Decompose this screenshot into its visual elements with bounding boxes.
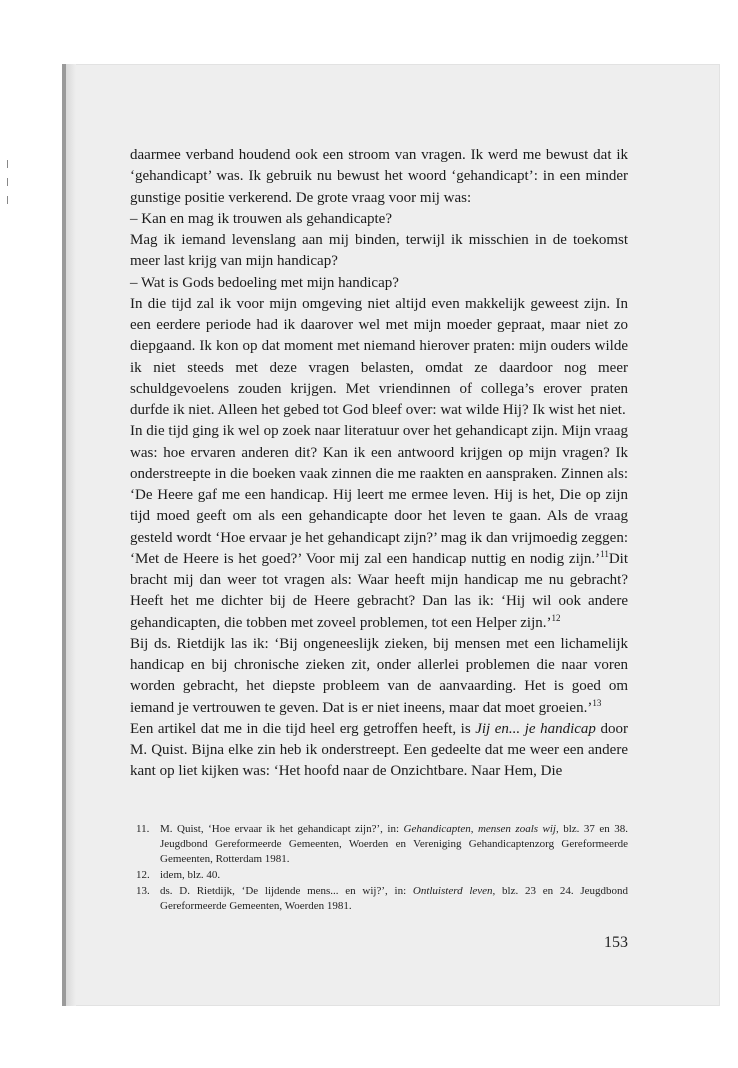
footnote-text xyxy=(160,822,628,867)
footnote-title: Ontluisterd leven, xyxy=(412,885,496,897)
footnote-ref-11: 11 xyxy=(600,548,609,559)
footnote-text xyxy=(160,868,628,883)
paragraph-4 xyxy=(130,421,628,634)
paragraph-4-part-b: Dit bracht mij dan weer tot vragen als: Waar heeft mijn handicap me nu gebracht? Heeft het me dichter bij de Heere gebracht? Dan las ik: ‘Hij wil ook andere gehandicapten, die tobben met zoveel problemen, tot een Helper zijn.’ xyxy=(130,550,628,631)
paragraph-6-part-b: door M. Quist. Bijna elke zin heb ik onderstreept. Een gedeelte dat me weer een andere kant op liet kijken was: ‘Het hoofd naar de Onzichtbare. Naar Hem, Die xyxy=(130,720,628,780)
paragraph-4-part-a: In die tijd ging ik wel op zoek naar literatuur over het gehandicapt zijn. Mijn vraag was: hoe ervaren anderen dit? Kan ik een antwoord krijgen op mijn vragen? Ik onderstreepte in die boeken vaak zinnen die me raakten en aanspraken. Zinnen als: ‘De Heere gaf me een handicap. Hij leert me ermee leven. Hij is het, Die op zijn tijd moed geeft om als een gehandicapte door het leven te gaan. Als de vraag gesteld wordt ‘Hoe ervaar je het gehandicapt zijn?’ mag ik dan vrijmoedig zeggen: ‘Met de Heere is het goed?’ Voor mij zal een handicap nuttig en nodig zijn.’ xyxy=(130,423,628,567)
article-title: Jij en... je handicap xyxy=(475,720,596,737)
footnote-ref-13: 13 xyxy=(592,697,602,708)
footnote-number: 12. xyxy=(136,869,150,881)
page-number: 153 xyxy=(604,934,628,951)
body-text xyxy=(130,145,628,783)
footnote-number: 11. xyxy=(136,823,150,835)
footnote-12 xyxy=(130,868,628,883)
page-shade xyxy=(66,64,76,1006)
footnote-ref-12: 12 xyxy=(551,612,561,623)
footnote-text-b: blz. 37 en 38. Jeugdbond Gereformeerde Gemeenten, Woerden en Vereniging Gehandicaptenzorg Gereformeerde Gemeenten, Rotterdam 1981. xyxy=(160,823,628,865)
footnote-13 xyxy=(130,884,628,914)
footnote-title: Gehandicapten, mensen zoals wij, xyxy=(403,823,559,835)
question-2: – Wat is Gods bedoeling met mijn handicap? xyxy=(130,274,399,291)
footnote-text-a: M. Quist, ‘Hoe ervaar ik het gehandicapt zijn?’, in: xyxy=(160,823,404,835)
footnote-text-b: blz. 23 en 24. Jeugdbond Gereformeerde Gemeenten, Woerden 1981. xyxy=(160,885,628,912)
paragraph-6-part-a: Een artikel dat me in die tijd heel erg getroffen heeft, is xyxy=(130,720,476,737)
paragraph-6 xyxy=(130,719,628,783)
footnote-number: 13. xyxy=(136,885,150,897)
paragraph-1: daarmee verband houdend ook een stroom van vragen. Ik werd me bewust dat ik ‘gehandicapt’ was. Ik gebruik nu bewust het woord ‘gehandicapt’: in een minder gunstige positie verkerend. De grote vraag voor mij was: xyxy=(130,147,628,206)
paragraph-3: In die tijd zal ik voor mijn omgeving niet altijd even makkelijk geweest zijn. In een eerdere periode had ik daarover wel met mijn moeder gepraat, maar niet zo diepgaand. Ik kon op dat moment met niemand hierover praten: mijn ouders wilde ik niet steeds met deze vragen belasten, omdat ze daardoor nog meer schuldgevoelens zouden krijgen. Met vriendinnen of collega’s erover praten durfde ik niet. Alleen het gebed tot God bleef over: wat wilde Hij? Ik wist het niet. xyxy=(130,295,628,418)
footnote-11 xyxy=(130,822,628,867)
footnotes xyxy=(130,822,628,915)
footnote-text-a: ds. D. Rietdijk, ‘De lijdende mens... en wij?’, in: xyxy=(160,885,413,897)
footnote-text-a: idem, blz. 40. xyxy=(160,869,221,881)
paragraph-2: Mag ik iemand levenslang aan mij binden, terwijl ik misschien in de toekomst meer last krijg van mijn handicap? xyxy=(130,232,628,270)
paragraph-5 xyxy=(130,634,628,719)
question-1: – Kan en mag ik trouwen als gehandicapte? xyxy=(130,210,392,227)
margin-marks xyxy=(0,160,14,220)
paragraph-5-text: Bij ds. Rietdijk las ik: ‘Bij ongeneeslijk zieken, bij mensen met een lichamelijk handicap en bij chronische zieken zit, onder allerlei problemen die naar voren worden gebracht, het diepste probleem van de aanvaarding. Het is goed om iemand je vertrouwen te geven. Dat is er niet ineens, maar dat moet groeien.’ xyxy=(130,635,628,716)
footnote-text xyxy=(160,884,628,914)
